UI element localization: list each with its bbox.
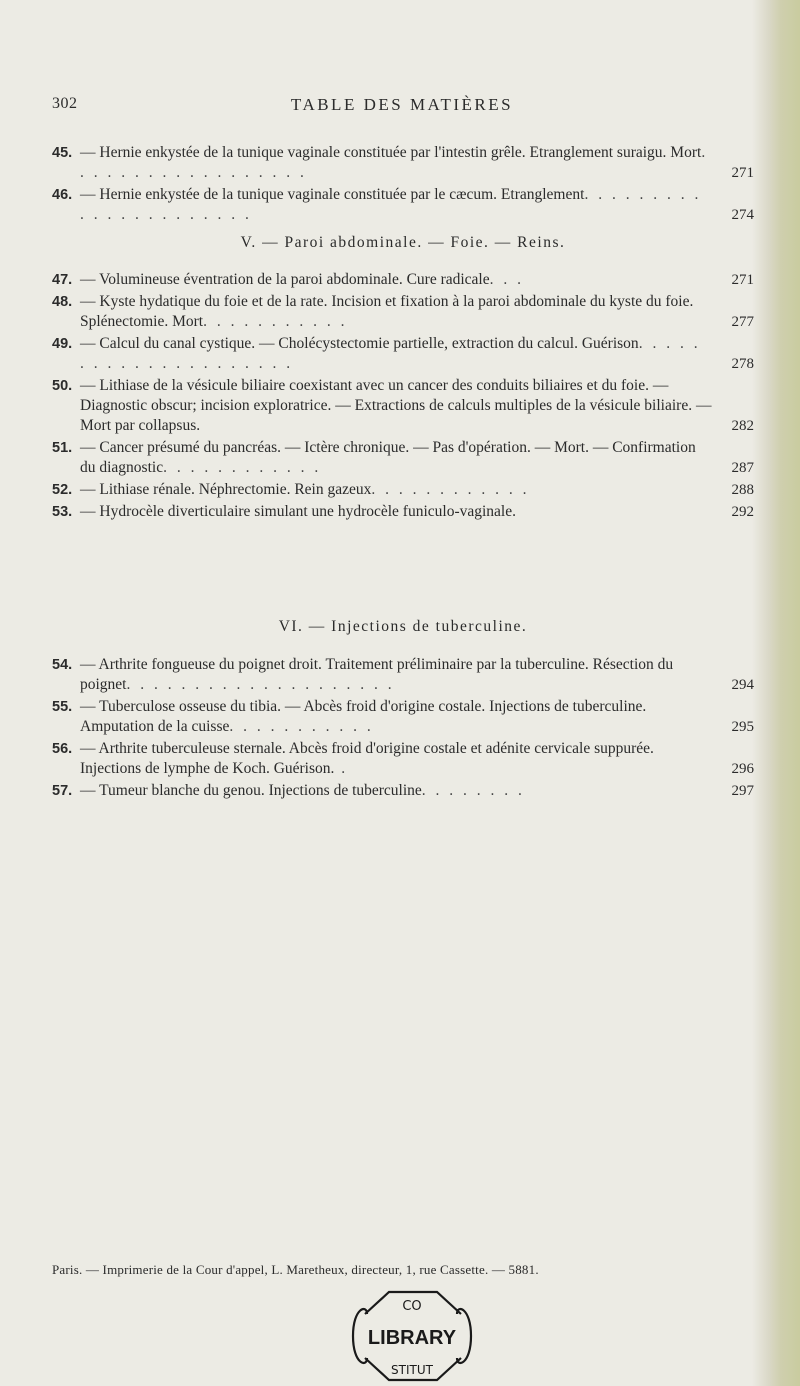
entry-page: 274 [731,207,754,223]
entry-page: 287 [731,460,754,476]
entry-text: — Calcul du canal cystique. — Cholécystectomie partielle, extraction du calcul. Guérison [80,335,639,352]
entry-page: 296 [731,761,754,777]
dot-leader: . . . . . . . . . . . . [371,481,530,498]
dot-leader: . . . . . . . . [421,782,525,799]
dot-leader: . . . . . . . . . . . [203,313,348,330]
entry-text: — Hydrocèle diverticulaire simulant une hydrocèle funiculo-vaginale. [80,503,516,520]
stamp-bottom-text: STITUT [391,1363,433,1377]
toc-entry [52,185,754,225]
toc-entry [52,697,754,737]
entry-text: — Tumeur blanche du genou. Injections de tuberculine [80,782,422,799]
dot-leader: . . . . . . . . . . . . . . . . . . . . [126,676,395,693]
toc-entry [52,270,754,290]
printer-imprint: Paris. — Imprimerie de la Cour d'appel, L. Maretheux, directeur, 1, rue Cassette. — 5881. [52,1262,539,1277]
entry-page: 288 [731,482,754,498]
entry-group-hernies [52,143,754,227]
toc-entry [52,143,754,183]
toc-entry [52,376,754,436]
entry-text: — Lithiase rénale. Néphrectomie. Rein gazeux [80,481,372,498]
toc-entry [52,655,754,695]
entry-number: 57. [52,783,73,799]
entry-number: 49. [52,336,73,352]
section-title-vi: VI. — Injections de tuberculine. [278,618,528,635]
entry-text: — Arthrite fongueuse du poignet droit. Traitement préliminaire par la tuberculine. Résection du poignet [80,656,674,693]
dot-leader: . . . . . . . . . . . . [163,459,322,476]
header-title: TABLE DES MATIÈRES [290,95,514,114]
entry-page: 295 [731,719,754,735]
stamp-top-text: CO [402,1299,422,1314]
entry-number: 48. [52,294,73,310]
entry-number: 54. [52,657,73,673]
entry-page: 282 [731,418,754,434]
entry-number: 46. [52,187,73,203]
section-title-v: V. — Paroi abdominale. — Foie. — Reins. [240,234,566,251]
entry-text: — Cancer présumé du pancréas. — Ictère chronique. — Pas d'opération. — Mort. — Confirmation du diagnostic [80,439,696,476]
toc-entry [52,480,754,500]
toc-entry [52,438,754,478]
entry-text: — Arthrite tuberculeuse sternale. Abcès froid d'origine costale et adénite cervicale suppurée. Injections de lymphe de Koch. Guérison. [80,740,654,777]
toc-entry [52,502,754,522]
entry-number: 47. [52,272,73,288]
toc-entry [52,292,754,332]
dot-leader: . . . . . . . . . . . [229,718,374,735]
entry-number: 52. [52,482,73,498]
entry-text: — Kyste hydatique du foie et de la rate. Incision et fixation à la paroi abdominale du kyste du foie. Splénectomie. Mort [80,293,694,330]
dot-leader: . . . [489,271,524,288]
entry-number: 45. [52,145,73,161]
entry-number: 55. [52,699,73,715]
entry-group-paroi-foie-reins [52,270,754,524]
entry-page: 271 [731,165,754,181]
entry-text: — Volumineuse éventration de la paroi abdominale. Cure radicale [80,271,490,288]
entry-text: — Hernie enkystée de la tunique vaginale constituée par le cæcum. Etranglement [80,186,585,203]
entry-group-tuberculine [52,655,754,803]
entry-page: 292 [731,504,754,520]
entry-number: 56. [52,741,73,757]
stamp-center-text: LIBRARY [367,1327,457,1349]
entry-number: 51. [52,440,73,456]
toc-entry [52,781,754,801]
entry-page: 278 [731,356,754,372]
dot-leader: . [334,760,349,777]
dot-leader: . . . . . . . . . . . . . . . . . . . . . . [80,186,702,223]
entry-number: 53. [52,504,73,520]
entry-page: 297 [731,783,754,799]
entry-text: — Tuberculose osseuse du tibia. — Abcès froid d'origine costale. Injections de tuberculine. Amputation de la cuisse [80,698,647,735]
entry-page: 277 [731,314,754,330]
entry-text: — Hernie enkystée de la tunique vaginale constituée par l'intestin grêle. Etranglement suraigu. Mort [80,144,702,161]
toc-entry [52,739,754,779]
entry-page: 271 [731,272,754,288]
page-number: 302 [52,95,78,112]
dot-leader: . . . . . . . . . . . . . . . . . . [80,144,709,181]
toc-entry [52,334,754,374]
entry-number: 50. [52,378,73,394]
entry-page: 294 [731,677,754,693]
dot-leader: . . . . . . . . . . . . . . . . . . . . . [80,335,701,372]
entry-text: — Lithiase de la vésicule biliaire coexistant avec un cancer des conduits biliaires et du foie. — Diagnostic obscur; incision exploratrice. — Extractions de calculs multiples de la vésicule biliaire. — Mort par collapsus. [80,377,712,434]
running-head [52,95,752,115]
library-stamp [347,1288,477,1384]
